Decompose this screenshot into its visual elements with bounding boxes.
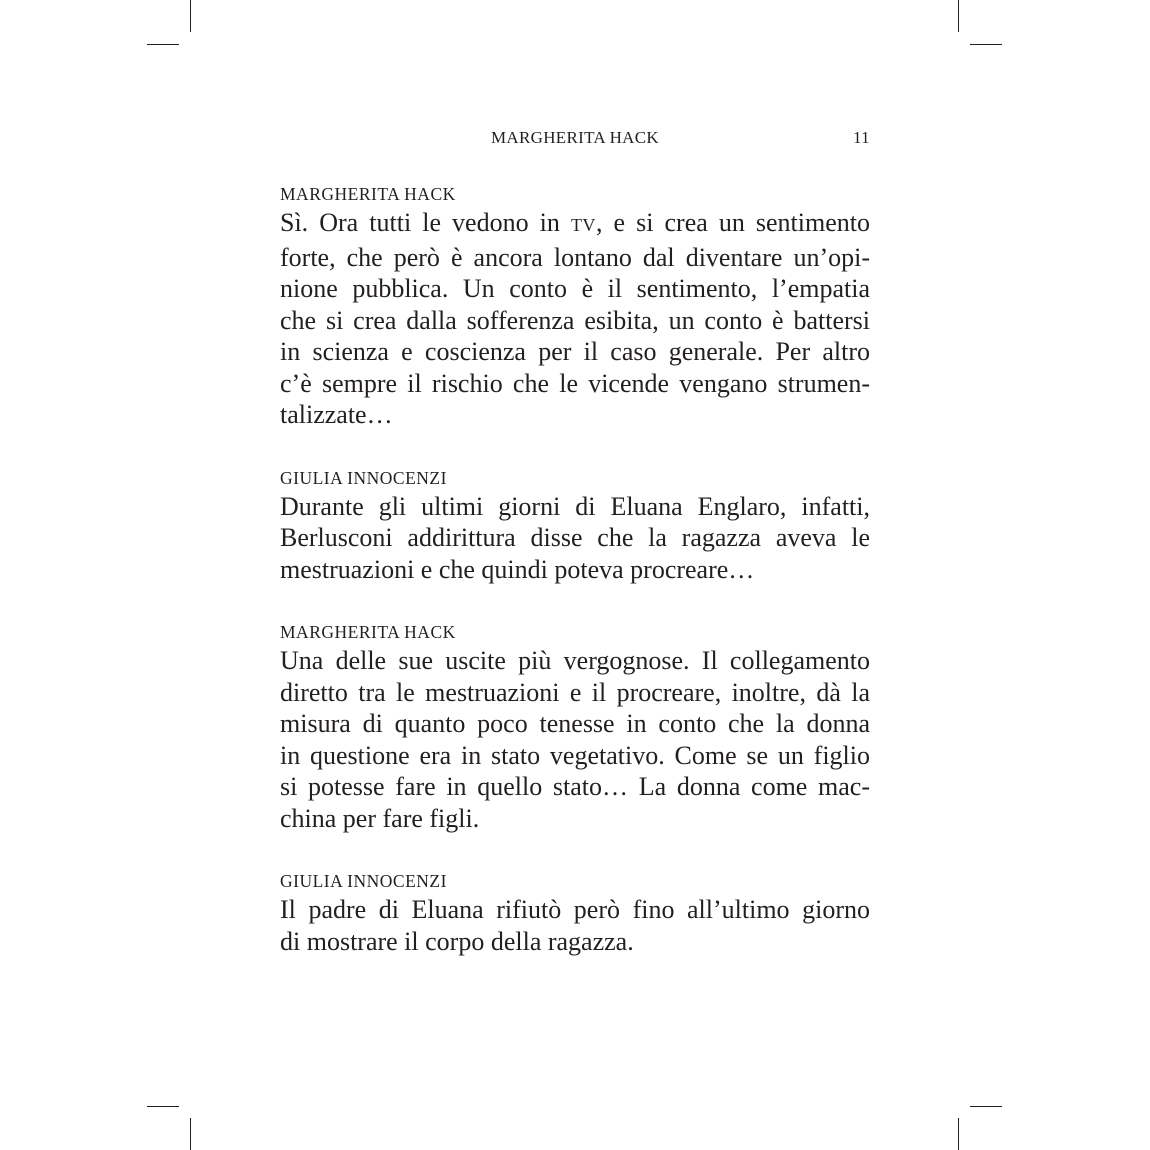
text-line bbox=[280, 522, 870, 554]
text-segment: c’è sempre il rischio che le vicende vengano strumen- bbox=[280, 368, 870, 398]
text-line bbox=[280, 771, 870, 803]
crop-mark bbox=[190, 1118, 191, 1150]
text-segment: in scienza e coscienza per il caso generale. Per altro bbox=[280, 337, 870, 366]
text-segment: si potesse fare in quello stato… La donna come mac- bbox=[280, 772, 870, 801]
speaker-name: MARGHERITA HACK bbox=[280, 184, 456, 204]
speaker-name: GIULIA INNOCENZI bbox=[280, 871, 447, 891]
text-line bbox=[280, 803, 870, 835]
dialogue-block bbox=[280, 465, 870, 586]
text-line bbox=[280, 305, 870, 337]
text-line bbox=[280, 645, 870, 677]
text-line bbox=[280, 273, 870, 305]
text-segment: china per fare figli. bbox=[280, 803, 480, 833]
dialogue-block bbox=[280, 181, 870, 431]
text-line bbox=[280, 740, 870, 772]
speech-text bbox=[280, 207, 870, 431]
running-title: MARGHERITA HACK bbox=[491, 128, 659, 147]
crop-mark bbox=[147, 1106, 179, 1107]
text-segment: Durante gli ultimi giorni di Eluana Englaro, infatti, bbox=[280, 491, 870, 521]
crop-mark bbox=[190, 0, 191, 32]
text-segment: diretto tra le mestruazioni e il procreare, inoltre, dà la bbox=[280, 677, 870, 707]
dialogue-block bbox=[280, 619, 870, 834]
text-line bbox=[280, 708, 870, 740]
text-segment: Il padre di Eluana rifiutò però fino all’ultimo giorno bbox=[280, 895, 870, 924]
text-segment: , e si crea un sentimento bbox=[595, 208, 870, 237]
text-segment: nione pubblica. Un conto è il sentimento, l’empatia bbox=[280, 274, 870, 303]
text-line bbox=[280, 554, 870, 586]
text-line bbox=[280, 368, 870, 400]
text-line bbox=[280, 399, 870, 431]
speech-text bbox=[280, 645, 870, 834]
speaker-name: MARGHERITA HACK bbox=[280, 622, 456, 642]
crop-mark bbox=[958, 1118, 959, 1150]
dialogue-body bbox=[280, 181, 870, 991]
text-segment: talizzate… bbox=[280, 400, 393, 429]
speech-text bbox=[280, 894, 870, 957]
text-line bbox=[280, 491, 870, 523]
text-line bbox=[280, 207, 870, 242]
text-segment: che si crea dalla sofferenza esibita, un conto è battersi bbox=[280, 305, 870, 335]
text-segment: di mostrare il corpo della ragazza. bbox=[280, 926, 634, 956]
page-number: 11 bbox=[853, 128, 870, 147]
text-line bbox=[280, 894, 870, 926]
text-segment: misura di quanto poco tenesse in conto che la donna bbox=[280, 709, 870, 738]
dialogue-block bbox=[280, 868, 870, 957]
text-line bbox=[280, 677, 870, 709]
text-segment: mestruazioni e che quindi poteva procreare… bbox=[280, 554, 755, 584]
text-segment: Una delle sue uscite più vergognose. Il collegamento bbox=[280, 646, 870, 675]
text-line bbox=[280, 926, 870, 958]
text-line bbox=[280, 242, 870, 274]
speaker-name: GIULIA INNOCENZI bbox=[280, 467, 447, 488]
text-segment: in questione era in stato vegetativo. Come se un figlio bbox=[280, 740, 870, 770]
crop-mark bbox=[147, 44, 179, 45]
speech-text bbox=[280, 491, 870, 586]
text-line bbox=[280, 336, 870, 368]
crop-mark bbox=[970, 1106, 1002, 1107]
text-segment: Berlusconi addirittura disse che la ragazza aveva le bbox=[280, 523, 870, 552]
abbreviation: TV bbox=[570, 215, 596, 235]
text-segment: Sì. Ora tutti le vedono in bbox=[280, 208, 571, 237]
crop-mark bbox=[958, 0, 959, 32]
text-segment: forte, che però è ancora lontano dal diventare un’opi- bbox=[280, 242, 870, 272]
crop-mark bbox=[970, 44, 1002, 45]
